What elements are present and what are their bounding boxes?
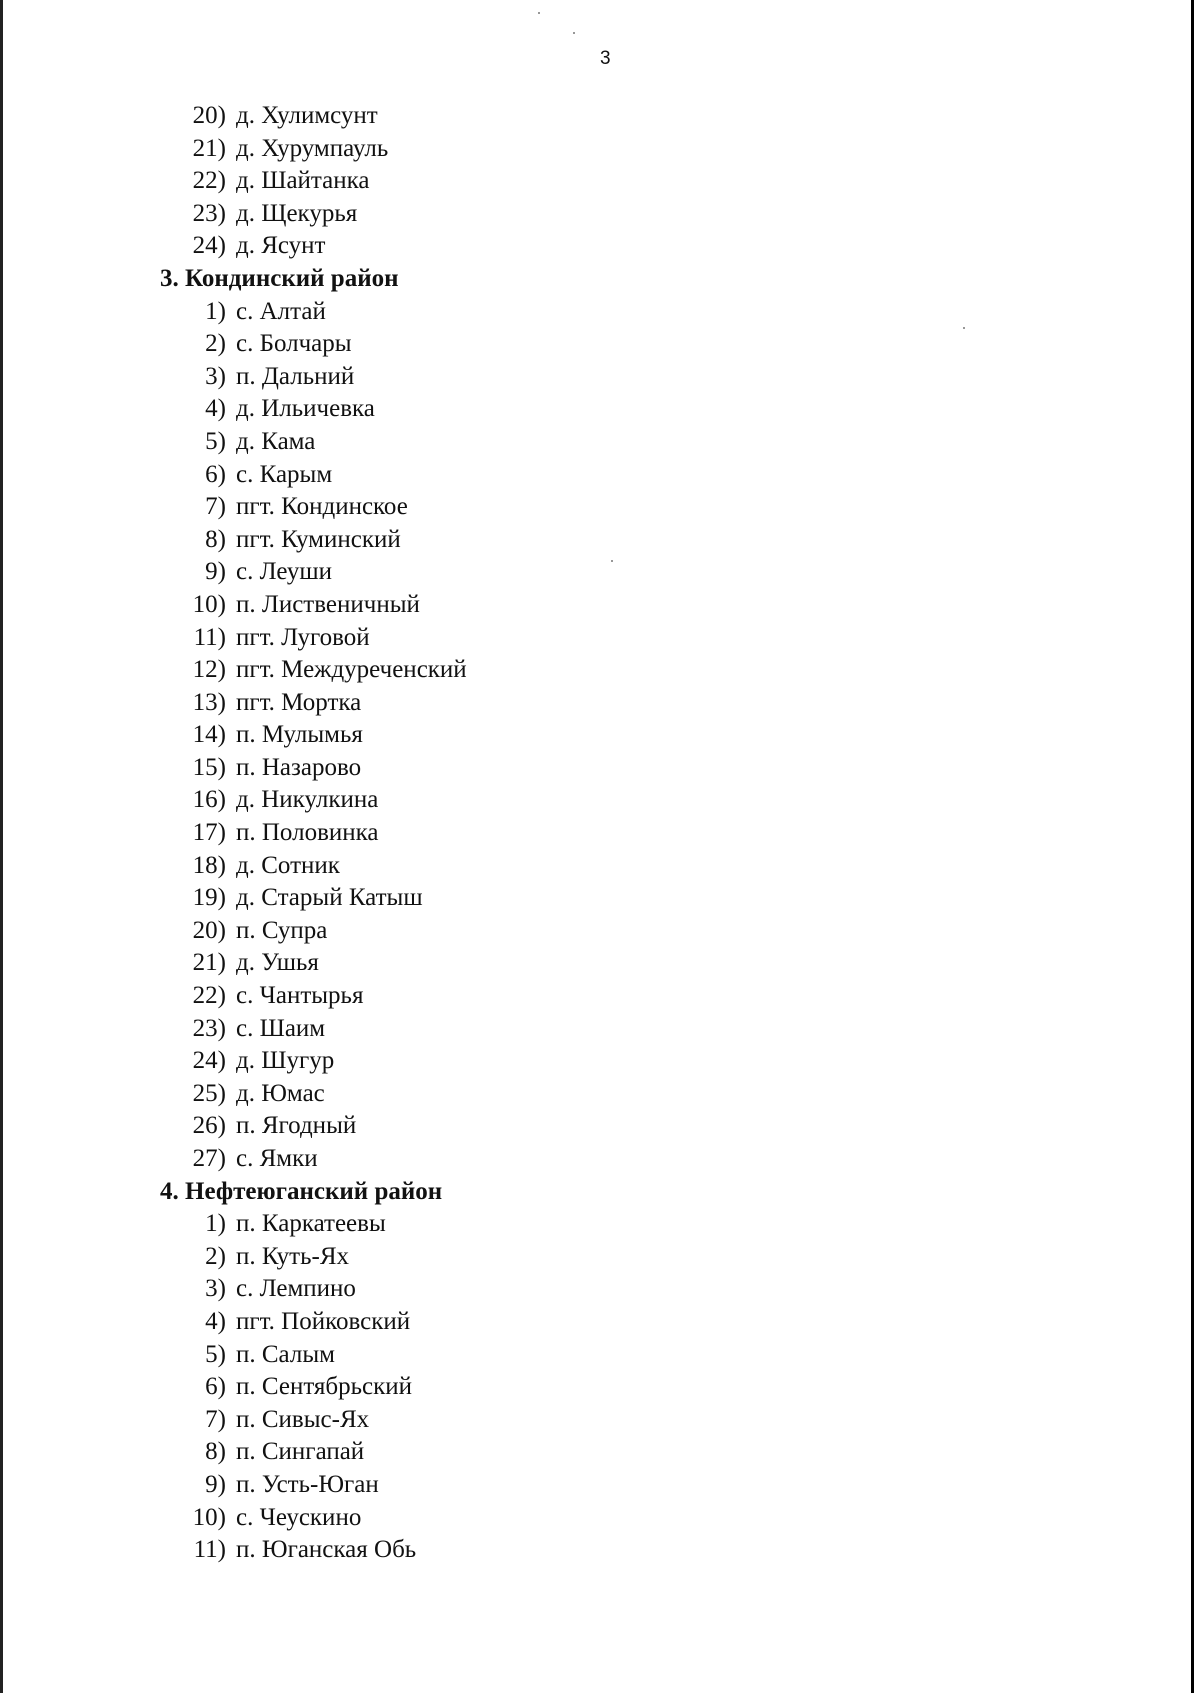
settlement-list-item — [160, 1436, 467, 1469]
settlement-list-item — [160, 1306, 467, 1339]
settlement-name: д. Ясунт — [236, 232, 326, 260]
settlement-list-item — [160, 491, 467, 524]
settlement-list-item — [160, 296, 467, 329]
settlement-list-item — [160, 784, 467, 817]
settlement-name: п. Каркатеевы — [236, 1210, 386, 1238]
settlement-name: д. Старый Катыш — [236, 884, 423, 912]
settlement-list-item — [160, 328, 467, 361]
settlement-name: п. Половинка — [236, 819, 379, 847]
settlement-name: пгт. Кондинское — [236, 493, 408, 521]
item-number: 20) — [192, 916, 226, 944]
settlement-name: п. Куть-Ях — [236, 1242, 350, 1270]
settlement-list-item — [160, 426, 467, 459]
item-number: 15) — [192, 753, 226, 781]
item-number: 20) — [192, 102, 226, 129]
item-number: 11) — [193, 623, 226, 651]
item-number: 9) — [205, 1470, 226, 1498]
settlement-list-item — [160, 589, 467, 622]
settlement-name: д. Шайтанка — [236, 167, 370, 195]
item-number: 22) — [192, 167, 226, 195]
item-number: 12) — [192, 656, 226, 684]
scan-left-edge — [0, 0, 3, 1693]
settlement-list — [160, 100, 467, 1567]
item-number: 13) — [192, 688, 226, 716]
item-number: 21) — [192, 134, 226, 162]
settlement-list-item — [160, 100, 467, 133]
settlement-list-item — [160, 1110, 467, 1143]
item-number: 1) — [205, 1210, 226, 1238]
settlement-name: д. Никулкина — [236, 786, 379, 814]
item-number: 8) — [205, 1438, 226, 1466]
settlement-list-item — [160, 1143, 467, 1176]
item-number: 3) — [205, 362, 226, 390]
settlement-name: с. Чантырья — [236, 982, 364, 1010]
settlement-list-item — [160, 654, 467, 687]
settlement-name: п. Усть-Юган — [236, 1470, 379, 1498]
item-number: 22) — [192, 982, 226, 1010]
settlement-name: с. Ямки — [236, 1145, 318, 1172]
settlement-name: д. Щекурья — [236, 199, 358, 227]
item-number: 2) — [205, 330, 226, 358]
item-number: 10) — [192, 590, 226, 618]
settlement-list-item — [160, 980, 467, 1013]
item-number: 2) — [205, 1242, 226, 1270]
settlement-name: п. Ягодный — [236, 1112, 357, 1140]
item-number: 4) — [205, 1307, 226, 1335]
settlement-name: п. Сивыс-Ях — [236, 1405, 370, 1433]
settlement-name: п. Сингапай — [236, 1438, 365, 1466]
settlement-name: с. Карым — [236, 460, 333, 488]
settlement-name: д. Шугур — [236, 1047, 335, 1075]
settlement-list-item — [160, 1502, 467, 1535]
settlement-list-item — [160, 1045, 467, 1078]
settlement-list-item — [160, 752, 467, 785]
scan-speck — [538, 12, 540, 14]
item-number: 14) — [192, 721, 226, 749]
item-number: 19) — [192, 884, 226, 912]
item-number: 8) — [205, 525, 226, 553]
settlement-name: с. Леуши — [236, 558, 332, 586]
settlement-list-item — [160, 687, 467, 720]
item-number: 6) — [205, 460, 226, 488]
settlement-list-item — [160, 947, 467, 980]
item-number: 5) — [205, 1340, 226, 1368]
settlement-list-item — [160, 230, 467, 263]
item-number: 1) — [205, 297, 226, 325]
district-heading: 3. Кондинский район — [160, 264, 399, 292]
item-number: 17) — [192, 819, 226, 847]
settlement-list-item — [160, 622, 467, 655]
settlement-list-item — [160, 882, 467, 915]
settlement-list-item — [160, 165, 467, 198]
item-number: 24) — [192, 232, 226, 260]
district-heading: 4. Нефтеюганский район — [160, 1177, 443, 1205]
settlement-list-item — [160, 1534, 467, 1567]
item-number: 21) — [192, 949, 226, 977]
item-number: 27) — [192, 1145, 226, 1172]
settlement-name: п. Сентябрьский — [236, 1373, 413, 1401]
settlement-list-item — [160, 1241, 467, 1274]
settlement-name: с. Шаим — [236, 1014, 326, 1042]
item-number: 18) — [192, 851, 226, 879]
scan-speck — [963, 327, 965, 329]
settlement-name: с. Чеускино — [236, 1503, 362, 1531]
scan-right-edge — [1191, 0, 1194, 1693]
settlement-name: с. Лемпино — [236, 1275, 356, 1303]
settlement-list-item — [160, 1208, 467, 1241]
settlement-name: д. Юмас — [236, 1079, 325, 1107]
settlement-name: п. Супра — [236, 916, 328, 944]
settlement-list-item — [160, 1339, 467, 1372]
settlement-name: с. Болчары — [236, 330, 352, 358]
settlement-list-item — [160, 1371, 467, 1404]
scan-speck — [611, 560, 613, 562]
item-number: 9) — [205, 558, 226, 586]
settlement-list-item — [160, 1273, 467, 1306]
item-number: 23) — [192, 199, 226, 227]
settlement-list-item — [160, 198, 467, 231]
settlement-name: д. Ильичевка — [236, 395, 375, 423]
settlement-name: д. Сотник — [236, 851, 340, 879]
settlement-list-item — [160, 393, 467, 426]
settlement-list-item — [160, 133, 467, 166]
settlement-list-item — [160, 915, 467, 948]
settlement-name: д. Ушья — [236, 949, 319, 977]
settlement-name: п. Дальний — [236, 362, 355, 390]
settlement-list-item — [160, 556, 467, 589]
settlement-name: д. Хурумпауль — [236, 134, 389, 162]
settlement-list-item — [160, 459, 467, 492]
item-number: 3) — [205, 1275, 226, 1303]
item-number: 26) — [192, 1112, 226, 1140]
item-number: 7) — [205, 493, 226, 521]
item-number: 4) — [205, 395, 226, 423]
item-number: 5) — [205, 427, 226, 455]
settlement-list-item — [160, 1013, 467, 1046]
item-number: 6) — [205, 1373, 226, 1401]
settlement-list-item — [160, 361, 467, 394]
settlement-list-item — [160, 817, 467, 850]
settlement-name: п. Салым — [236, 1340, 335, 1368]
item-number: 23) — [192, 1014, 226, 1042]
settlement-name: пгт. Мортка — [236, 688, 362, 716]
settlement-name: д. Кама — [236, 427, 316, 455]
settlement-name: д. Хулимсунт — [236, 102, 378, 129]
item-number: 7) — [205, 1405, 226, 1433]
settlement-list-item — [160, 719, 467, 752]
settlement-list-item — [160, 850, 467, 883]
item-number: 11) — [193, 1536, 226, 1564]
settlement-list-item — [160, 1404, 467, 1437]
settlement-name: пгт. Междуреченский — [236, 656, 467, 684]
scan-speck — [573, 32, 575, 34]
settlement-name: п. Мулымья — [236, 721, 363, 749]
item-number: 10) — [192, 1503, 226, 1531]
settlement-name: пгт. Куминский — [236, 525, 401, 553]
item-number: 16) — [192, 786, 226, 814]
settlement-name: с. Алтай — [236, 297, 326, 325]
item-number: 25) — [192, 1079, 226, 1107]
settlement-list-item — [160, 1469, 467, 1502]
settlement-list-item — [160, 1078, 467, 1111]
settlement-name: п. Юганская Обь — [236, 1536, 417, 1564]
item-number: 24) — [192, 1047, 226, 1075]
settlement-name: пгт. Луговой — [236, 623, 370, 651]
page-number: 3 — [600, 48, 611, 69]
settlement-name: п. Назарово — [236, 753, 362, 781]
settlement-name: пгт. Пойковский — [236, 1307, 411, 1335]
settlement-name: п. Лиственичный — [236, 590, 420, 618]
settlement-list-item — [160, 524, 467, 557]
